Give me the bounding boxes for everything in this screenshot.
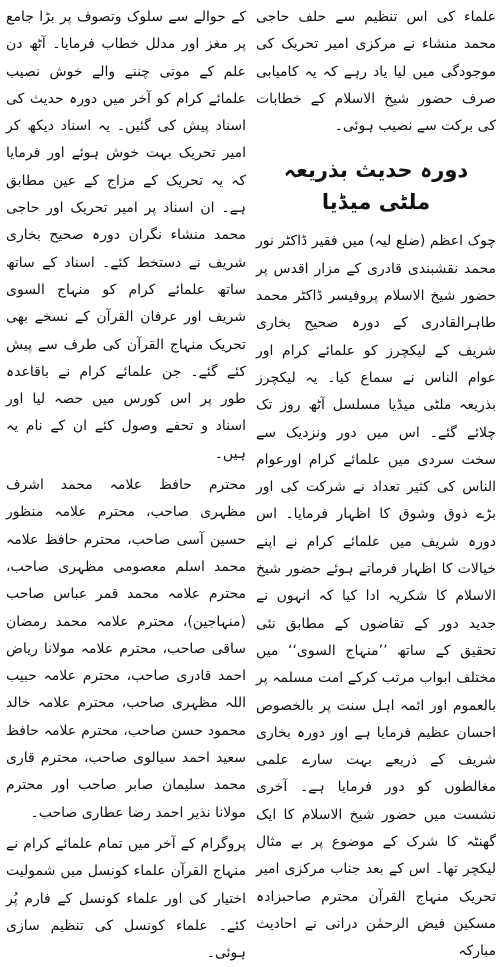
participants-paragraph: محترم حافظ علامہ محمد اشرف مظہری صاحب، محترم علامہ منظور حسین آسی صاحب، محترم حافظ علامہ محمد اسلم معصومی مظہری صاحب، محترم علامہ محمد قمر عباس صاحب (منہاجین)، محترم علامہ محمد رمضان ساقی صاحب، محترم علامہ مولانا ریاض احمد قادری صاحب، محترم علامہ حبیب اللہ مظہری صاحب، محترم علامہ خالد محمود حسن صاحب، محترم علامہ حافظ سعید احمد سیالوی صاحب، محترم قاری محمد سلیمان صابر صاحب اور محترم مولانا نذیر احمد رضا عطاری صاحب۔ — [6, 477, 246, 821]
ceremony-paragraph: کے حوالے سے سلوک وتصوف پر بڑا جامع پر مغز اور مدلل خطاب فرمایا۔ آٹھ دن علم کے موتی چننے والے خوش نصیب علمائے کرام کو آخر میں دورہ حدیث کی اسناد پیش کی گئیں۔ یہ اسناد دیکھ کر امیر تحریک بہت خوش ہوئے اور فرمایا کہ یہ تحریک کے مزاج کے عین مطابق ہے۔ ان اسناد پر امیر تحریک اور حاجی محمد منشاء نگران دورہ صحیح بخاری شریف نے دستخط کئے۔ اسناد کے ساتھ ساتھ علمائے کرام کو منہاج السوی شریف اور عرفان القرآن کے نسخے بھی تحریک منہاج القرآن کی طرف سے پیش کئے گئے۔ جن علمائے کرام نے باقاعدہ طور پر اس کورس میں حصہ لیا اور اسناد و تحفے وصول کئے ان کے نام یہ ہیں۔ — [6, 9, 246, 462]
article-heading: دورہ حدیث بذریعہ ملٹی میڈیا — [283, 158, 469, 215]
intro-paragraph: علماء کی اس تنظیم سے حلف حاجی محمد منشاء نے مرکزی امیر تحریک کی موجودگی میں لیا یاد رہے کہ یہ کامیابی صرف حضور شیخ الاسلام کے خطابات کی برکت سے نصیب ہوئی۔ — [256, 9, 496, 135]
right-column — [256, 4, 496, 960]
left-column — [6, 4, 246, 962]
closing-paragraph: پروگرام کے آخر میں تمام علمائے کرام نے منہاج القرآن علماء کونسل میں شمولیت اختیار کی اور علماء کونسل کے فارم پُر کئے۔ علماء کونسل کی تنظیم سازی ہوئی۔ — [6, 835, 246, 962]
article-body: چوک اعظم (ضلع لیہ) میں فقیر ڈاکٹر نور محمد نقشبندی قادری کے مزار اقدس پر حضور شیخ الاسلام پروفیسر ڈاکٹر محمد طاہرالقادری کے دورہ صحیح بخاری شریف کے لیکچرز کو علمائے کرام اور عوام الناس نے سماع کیا۔ یہ لیکچرز بذریعہ ملٹی میڈیا مسلسل آٹھ روز تک چلائے گئے۔ اس میں دور ونزدیک سے سخت سردی میں علمائے کرام اورعوام الناس کی کثیر تعداد نے شرکت کی اور بڑے ذوق وشوق کا اظہار فرمایا۔ اس دورہ شریف میں علمائے کرام نے اپنے خیالات کا اظہار فرماتے ہوئے حضور شیخ الاسلام کا شکریہ ادا کیا کہ انہوں نے جدید دور کے تقاضوں کے مطابق نئی تحقیق کے ساتھ ’’منہاج السوی‘‘ میں مختلف ابواب مرتب کرکے امت مسلمہ پر بالعموم اور ائمہ اہل سنت پر بالخصوص احسان عظیم فرمایا ہے اور دورہ بخاری شریف کے ذریعے بہت سارے علمی مغالطوں کو دور فرمایا ہے۔ آخری نشست میں حضور شیخ الاسلام کا ایک گھنٹہ کا شرک کے موضوع پر بے مثال لیکچر تھا۔ اس کے بعد جناب مرکزی امیر تحریک منہاج القرآن محترم صاحبزادہ مسکین فیض الرحمٰن درانی نے احادیث مبارکہ — [256, 233, 496, 960]
page-columns — [6, 4, 496, 962]
